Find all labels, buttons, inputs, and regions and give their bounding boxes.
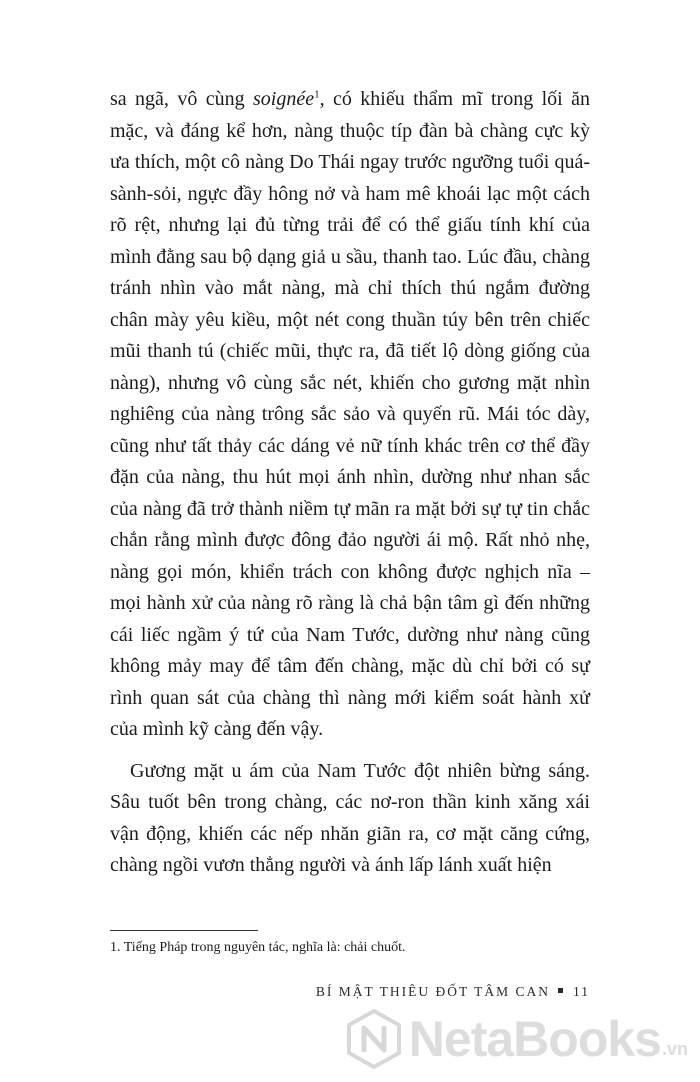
page-number: 11 xyxy=(573,984,590,999)
paragraph-2: Gương mặt u ám của Nam Tước đột nhiên bừng sáng. Sâu tuốt bên trong chàng, các nơ-ron thần kinh xăng xái vận động, khiến các nếp nhăn giãn ra, cơ mặt căng cứng, chàng ngồi vươn thẳng người và ánh lấp lánh xuất hiện xyxy=(110,759,590,876)
italic-word-soignee: soignée xyxy=(253,88,315,110)
running-footer xyxy=(316,984,590,1000)
netabooks-logo-icon xyxy=(345,1008,403,1070)
footnote-reference: 1 xyxy=(314,88,320,101)
watermark-brand: NetaBooks xyxy=(408,1011,661,1067)
page-body xyxy=(110,84,590,882)
footnote-divider xyxy=(110,930,258,931)
paragraph-1-start: sa ngã, vô cùng xyxy=(110,88,253,110)
book-title: BÍ MẬT THIÊU ĐỐT TÂM CAN xyxy=(315,984,550,999)
bullet-separator xyxy=(558,988,563,993)
footnote: 1. Tiếng Pháp trong nguyên tác, nghĩa là: chải chuốt. xyxy=(110,940,406,955)
watermark-suffix: .vn xyxy=(661,1039,688,1059)
paragraph-1 xyxy=(110,84,590,746)
paragraph-1-rest: , có khiếu thẩm mĩ trong lối ăn mặc, và đáng kể hơn, nàng thuộc típ đàn bà chàng cực kỳ ưa thích, một cô nàng Do Thái ngay trước ngưỡng tuổi quá-sành-sỏi, ngực đầy hông nở và ham mê khoái lạc một cách rõ rệt, nhưng lại đủ từng trải để có thể giấu tính khí của mình đằng sau bộ dạng giả u sầu, thanh tao. Lúc đầu, chàng tránh nhìn vào mắt nàng, mà chỉ thích thú ngắm đường chân mày yêu kiều, một nét cong thuần túy bên trên chiếc mũi thanh tú (chiếc mũi, thực ra, đã tiết lộ dòng giống của nàng), nhưng vô cùng sắc nét, khiến cho gương mặt nhìn nghiêng của nàng trông sắc sảo và quyến rũ. Mái tóc dày, cũng như tất thảy các dáng vẻ nữ tính khác trên cơ thể đầy đặn của nàng, thu hút mọi ánh nhìn, dường như nhan sắc của nàng đã trở thành niềm tự mãn ra mặt bởi sự tự tin chắc chắn rằng mình được đông đảo người ái mộ. Rất nhỏ nhẹ, nàng gọi món, khiển trách con không được nghịch nĩa – mọi hành xử của nàng rõ ràng là chả bận tâm gì đến những cái liếc ngầm ý tứ của Nam Tước, dường như nàng cũng không mảy may để tâm đến chàng, mặc dù chỉ bởi có sự rình quan sát của chàng thì nàng mới kiểm soát hành xử của mình kỹ càng đến vậy. xyxy=(110,88,590,740)
watermark xyxy=(345,1004,688,1074)
